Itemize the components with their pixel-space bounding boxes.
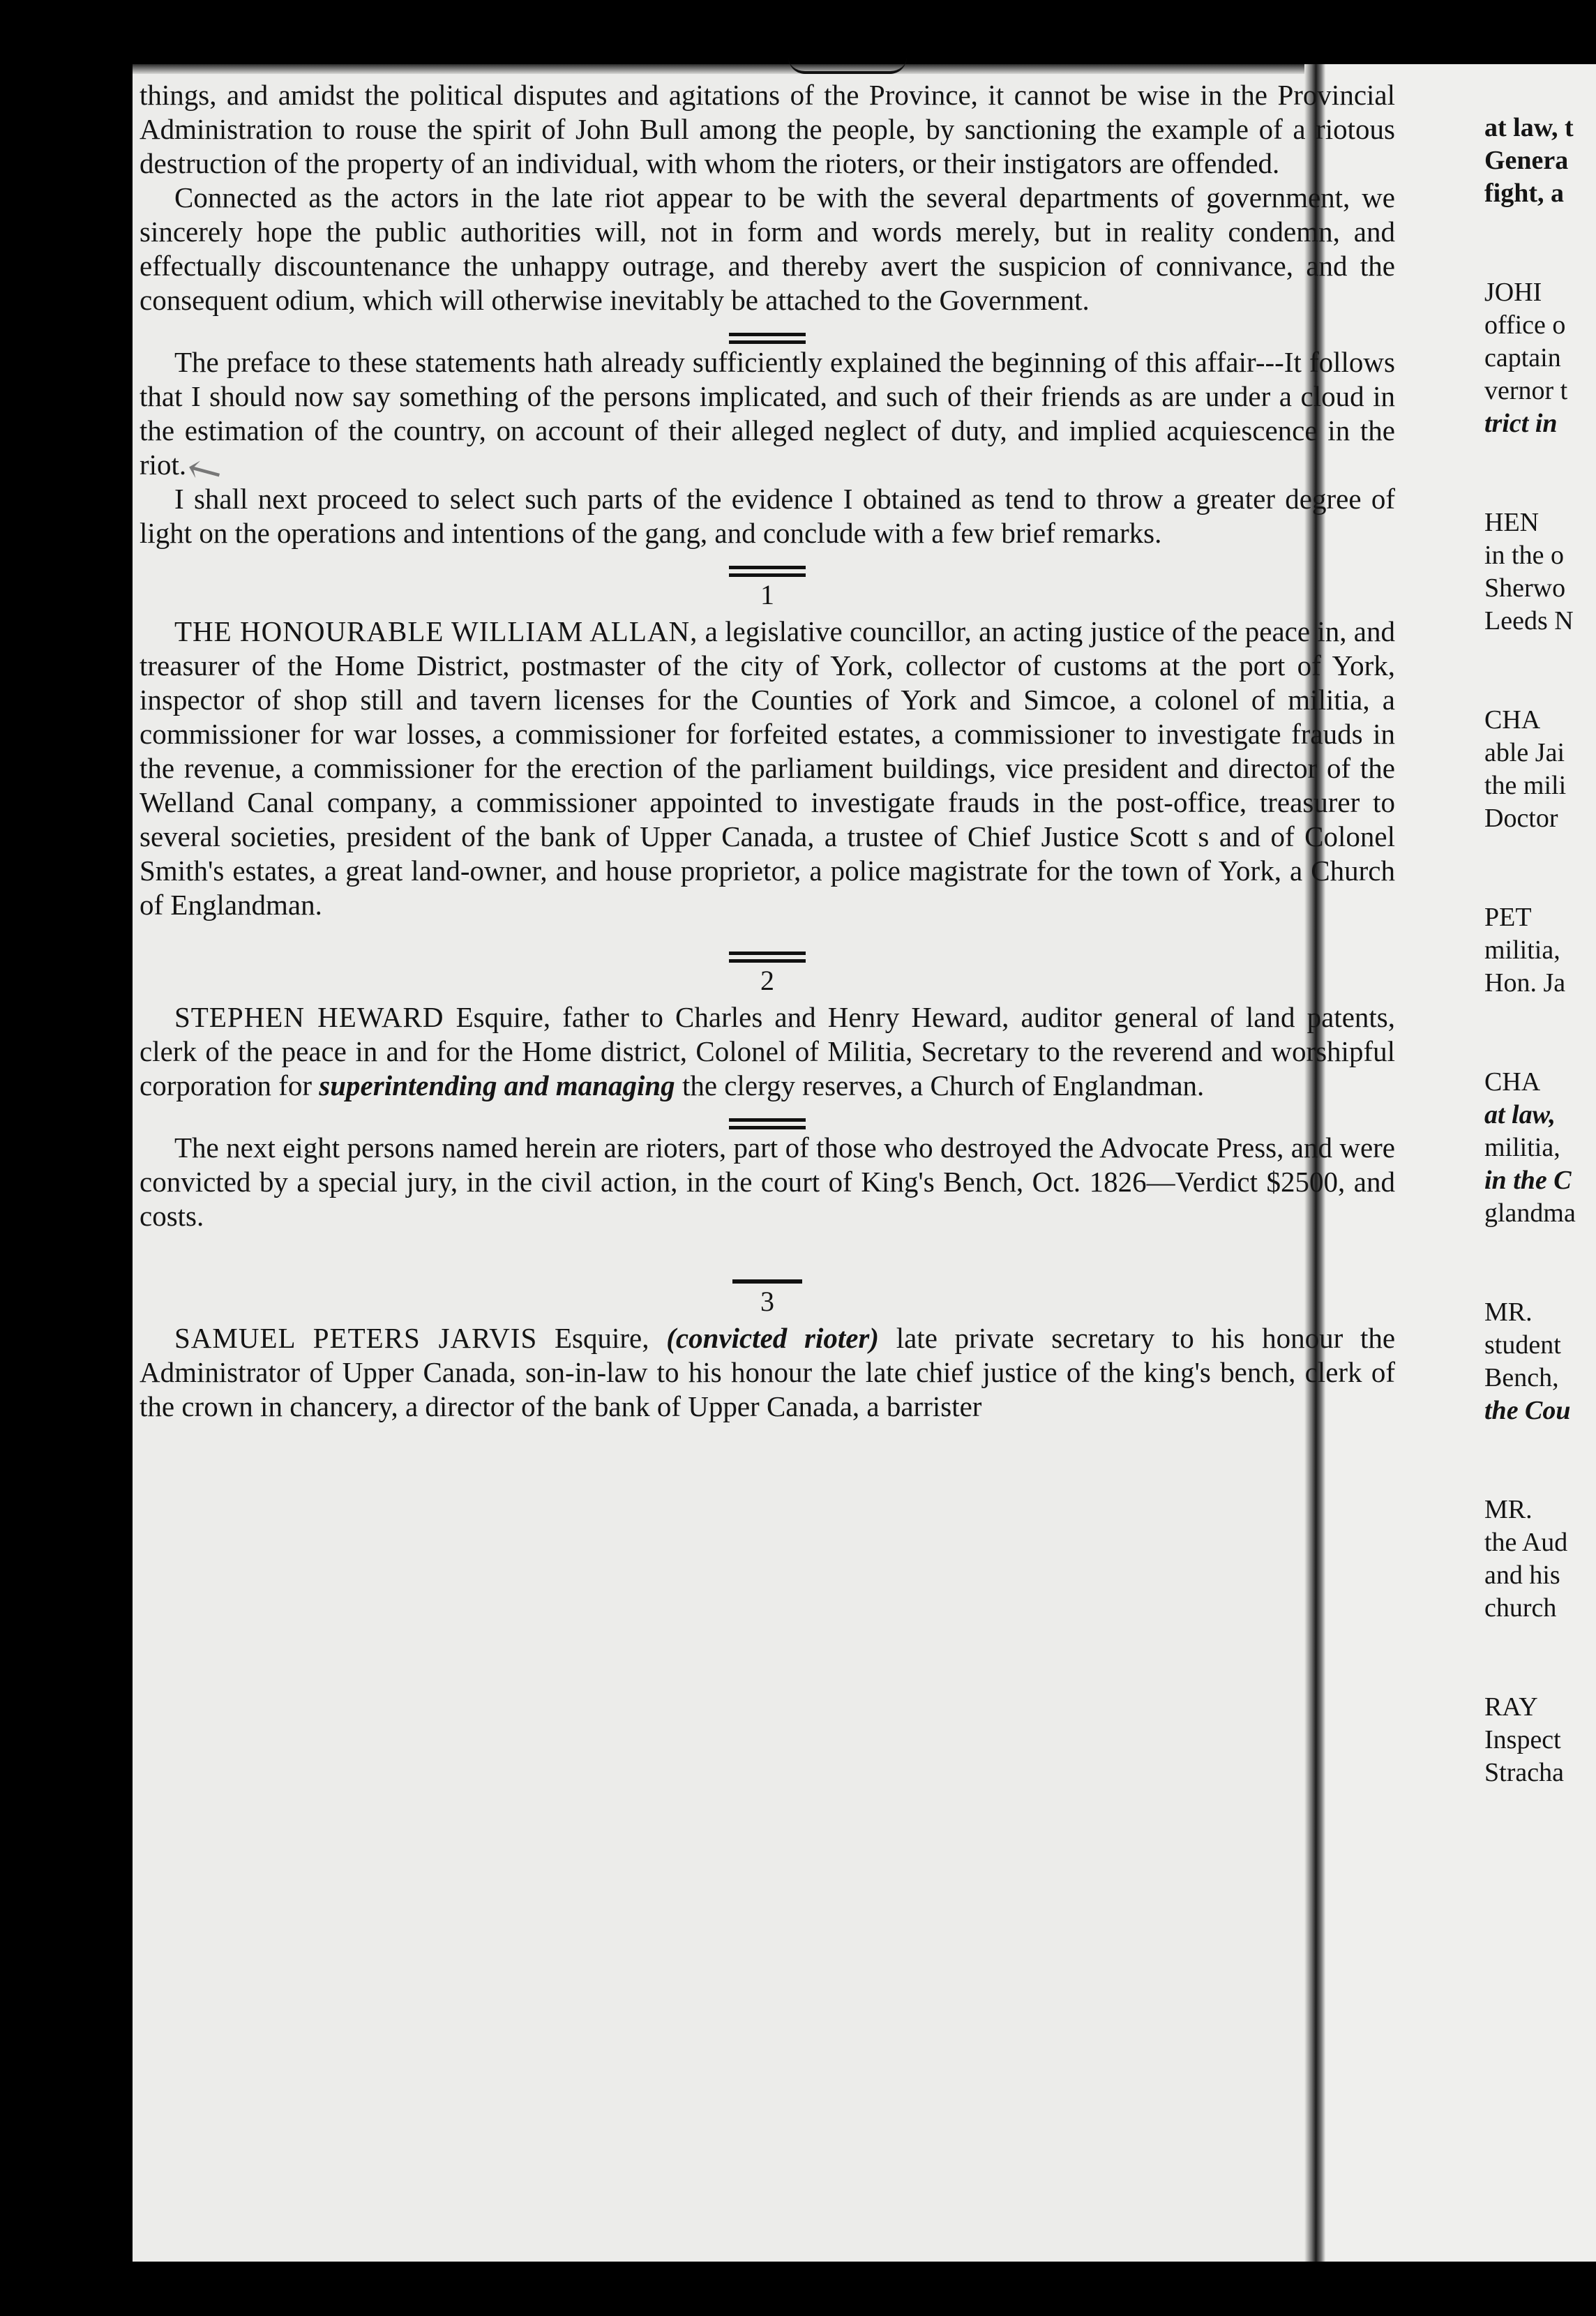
right-page-line: HEN <box>1484 508 1539 537</box>
right-page-gap <box>1484 1625 1596 1691</box>
right-page-gap <box>1484 1000 1596 1066</box>
entry-name: THE HONOURABLE WILLIAM ALLAN, <box>174 615 698 647</box>
right-page-line: Genera <box>1484 146 1569 175</box>
right-page-gap <box>1484 638 1596 704</box>
entry-number: 2 <box>760 965 774 996</box>
right-page-line: Doctor <box>1484 804 1558 833</box>
section-divider <box>140 317 1395 345</box>
entry-text: late private secretary to his honour the Administrator of Upper Canada, son-in-law to his honour the late chief justice of the king's bench, clerk of the crown in chancery, a director of the bank of Upper Canada, a barrister <box>140 1322 1396 1422</box>
right-page-line: trict in <box>1484 409 1558 438</box>
rioters-note: The next eight persons named herein are rioters, part of those who destroyed the Advocate Press, and were convicted by a special jury, in the civil action, in the court of King's Bench, Oct. 1826—Verdict $2500, and costs. <box>140 1131 1395 1232</box>
right-page-line: Hon. Ja <box>1484 968 1566 998</box>
entry-number: 1 <box>760 579 774 610</box>
entry-number: 3 <box>760 1286 774 1317</box>
right-page-line: and his <box>1484 1561 1560 1590</box>
right-page-line: the Aud <box>1484 1528 1568 1557</box>
right-page-line: church <box>1484 1593 1557 1623</box>
right-page-line: PET <box>1484 903 1532 932</box>
entry-stephen-heward <box>140 1000 1395 1103</box>
right-page-line: office o <box>1484 310 1566 340</box>
entry-name: SAMUEL PETERS JARVIS <box>174 1322 538 1354</box>
right-page-gap <box>1484 1427 1596 1494</box>
entry-name: STEPHEN HEWARD <box>174 1001 444 1033</box>
entry-text: a legislative councillor, an acting justice of the peace in, and treasurer of the Home District, postmaster of the city of York, collector of customs at the port of York, inspector of shop still and tavern licenses for the Counties of York and Simcoe, a colonel of militia, a commissioner for war losses, a commissioner for forfeited estates, a commissioner to investigate frauds in the revenue, a commissioner for the erection of the parliament buildings, vice president and director of the Welland Canal company, a commissioner appointed to investigate frauds in the post-office, treasurer to several societies, president of the bank of Upper Canada, a trustee of Chief Justice Scott s and of Colonel Smith's estates, a great land-owner, and house proprietor, a police magistrate for the town of York, a Church of Englandman. <box>140 615 1395 921</box>
right-page-line: Sherwo <box>1484 573 1566 603</box>
right-page-line: in the o <box>1484 541 1564 570</box>
right-page-line: MR. <box>1484 1298 1533 1327</box>
right-page-line: CHA <box>1484 1067 1541 1097</box>
entry-italic-text: (convicted rioter) <box>666 1322 880 1354</box>
right-page-line: CHA <box>1484 705 1541 735</box>
section-divider <box>140 936 1395 964</box>
right-page-line: militia, <box>1484 935 1560 965</box>
margin-arrow-mark: ↖ <box>177 442 232 500</box>
right-page-line: Inspect <box>1484 1725 1561 1754</box>
right-page-column <box>1484 112 1596 1789</box>
top-ornament <box>788 57 907 74</box>
right-page-gap <box>1484 440 1596 506</box>
right-page-line: JOHI <box>1484 278 1542 307</box>
entry-text: Esquire, father to Charles and Henry Heward, auditor general of land patents, clerk of the peace in and for the Home district, Colonel of Militia, Secretary to the reverend and worshipful corporation for <box>140 1001 1396 1101</box>
entry-italic-text: superintending and managing <box>319 1069 675 1101</box>
right-page-gap <box>1484 835 1596 901</box>
right-page-line: in the C <box>1484 1166 1572 1195</box>
main-text-column <box>140 78 1395 1424</box>
section-divider <box>140 1257 1395 1285</box>
entry-william-allan <box>140 615 1395 922</box>
right-page-line: RAY <box>1484 1692 1538 1722</box>
entry-samuel-jarvis <box>140 1321 1395 1424</box>
section-divider <box>140 1103 1395 1131</box>
right-page-line: able Jai <box>1484 738 1565 767</box>
right-page-line: at law, <box>1484 1100 1556 1129</box>
right-page-line: MR. <box>1484 1495 1533 1524</box>
right-page-line: Leeds N <box>1484 606 1574 636</box>
right-page-line: Bench, <box>1484 1363 1559 1392</box>
right-page-line: Stracha <box>1484 1758 1564 1787</box>
evidence-paragraph: I shall next proceed to select such parts of the evidence I obtained as tend to throw a greater degree of light on the operations and intentions of the gang, and conclude with a few brief remarks. <box>140 483 1395 549</box>
right-page-line: the mili <box>1484 771 1567 800</box>
right-page-line: captain <box>1484 343 1561 373</box>
right-page-gap <box>1484 1230 1596 1296</box>
right-page-line: the Cou <box>1484 1396 1571 1425</box>
entry-text: Esquire, <box>555 1322 649 1354</box>
right-page-line: fight, a <box>1484 179 1564 208</box>
preface-paragraph: The preface to these statements hath already sufficiently explained the beginning of this affair---It follows that I should now say something of the persons implicated, and such of their friends as are under a cloud in the estimation of the country, on account of their alleged neglect of duty, and implied acquiescence in the riot. <box>140 346 1395 481</box>
right-page-gap <box>1484 210 1596 276</box>
right-page-line: student <box>1484 1330 1561 1360</box>
entry-text: the clergy reserves, a Church of Englandman. <box>682 1069 1205 1101</box>
page-top-edge <box>133 64 1444 74</box>
section-divider <box>140 550 1395 578</box>
right-page-line: at law, t <box>1484 113 1574 142</box>
intro-paragraph-1: things, and amidst the political disputes and agitations of the Province, it cannot be wise in the Provincial Administration to rouse the spirit of John Bull among the people, by sanctioning the example of a riotous destruction of the property of an individual, with whom the rioters, or their instigators are offended. <box>140 79 1395 179</box>
right-page-line: glandma <box>1484 1198 1576 1228</box>
intro-paragraph-2: Connected as the actors in the late riot appear to be with the several departments of government, we sincerely hope the public authorities will, not in form and words merely, but in reality condemn, and effectually discountenance the unhappy outrage, and thereby avert the suspicion of connivance, and the consequent odium, which will otherwise inevitably be attached to the Government. <box>140 181 1395 316</box>
right-page-line: militia, <box>1484 1133 1560 1162</box>
right-page-line: vernor t <box>1484 376 1568 405</box>
